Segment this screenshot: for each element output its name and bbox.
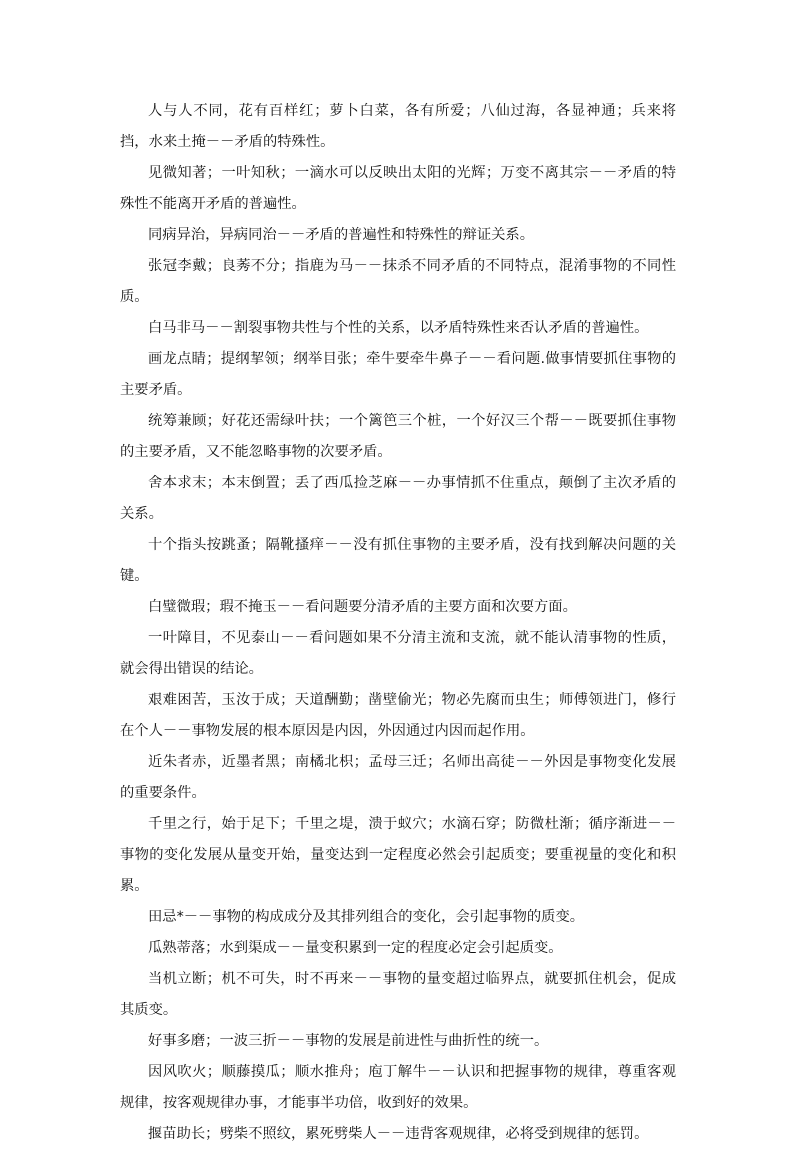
paragraph: 画龙点睛；提纲挈领；纲举目张；牵牛要牵牛鼻子－－看问题.做事情要抓住事物的主要矛盾。 [120,351,676,398]
paragraph: 十个指头按跳蚤；隔靴搔痒－－没有抓住事物的主要矛盾，没有找到解决问题的关键。 [120,537,676,584]
paragraph: 千里之行，始于足下；千里之堤，溃于蚁穴；水滴石穿；防微杜渐；循序渐进－－事物的变化发展从量变开始，量变达到一定程度必然会引起质变；要重视量的变化和积累。 [120,816,676,894]
paragraph: 当机立断；机不可失，时不再来－－事物的量变超过临界点，就要抓住机会，促成其质变。 [120,971,676,1018]
paragraph: 统筹兼顾；好花还需绿叶扶；一个篱笆三个桩，一个好汉三个帮－－既要抓住事物的主要矛盾，又不能忽略事物的次要矛盾。 [120,413,676,460]
paragraph: 揠苗助长；劈柴不照纹，累死劈柴人－－违背客观规律，必将受到规律的惩罚。 [148,1126,649,1142]
paragraph: 舍本求末；本末倒置；丢了西瓜捡芝麻－－办事情抓不住重点，颠倒了主次矛盾的关系。 [120,475,676,522]
paragraph: 白璧微瑕；瑕不掩玉－－看问题要分清矛盾的主要方面和次要方面。 [148,599,577,615]
paragraph: 白马非马－－割裂事物共性与个性的关系，以矛盾特殊性来否认矛盾的普遍性。 [148,320,649,336]
paragraph: 近朱者赤，近墨者黑；南橘北枳；孟母三迁；名师出高徒－－外因是事物变化发展的重要条件。 [120,754,676,801]
paragraph: 因风吹火；顺藤摸瓜；顺水推舟；庖丁解牛－－认识和把握事物的规律，尊重客观规律，按客观规律办事，才能事半功倍，收到好的效果。 [120,1064,676,1111]
document-body [120,96,676,1150]
paragraph: 艰难困苦，玉汝于成；天道酬勤；凿壁偷光；物必先腐而虫生；师傅领进门，修行在个人－－事物发展的根本原因是内因，外因通过内因而起作用。 [120,692,676,739]
paragraph: 张冠李戴；良莠不分；指鹿为马－－抹杀不同矛盾的不同特点，混淆事物的不同性质。 [120,258,676,305]
paragraph: 一叶障目，不见泰山－－看问题如果不分清主流和支流，就不能认清事物的性质，就会得出错误的结论。 [120,630,676,677]
paragraph: 田忌*－－事物的构成成分及其排列组合的变化，会引起事物的质变。 [148,909,585,925]
paragraph: 人与人不同，花有百样红；萝卜白菜，各有所爱；八仙过海，各显神通；兵来将挡，水来土掩－－矛盾的特殊性。 [120,103,676,150]
paragraph: 好事多磨；一波三折－－事物的发展是前进性与曲折性的统一。 [148,1033,549,1049]
paragraph: 见微知著；一叶知秋；一滴水可以反映出太阳的光辉；万变不离其宗－－矛盾的特殊性不能离开矛盾的普遍性。 [120,165,676,212]
paragraph: 瓜熟蒂落；水到渠成－－量变积累到一定的程度必定会引起质变。 [148,940,563,956]
paragraph: 同病异治，异病同治－－矛盾的普遍性和特殊性的辩证关系。 [148,227,535,243]
